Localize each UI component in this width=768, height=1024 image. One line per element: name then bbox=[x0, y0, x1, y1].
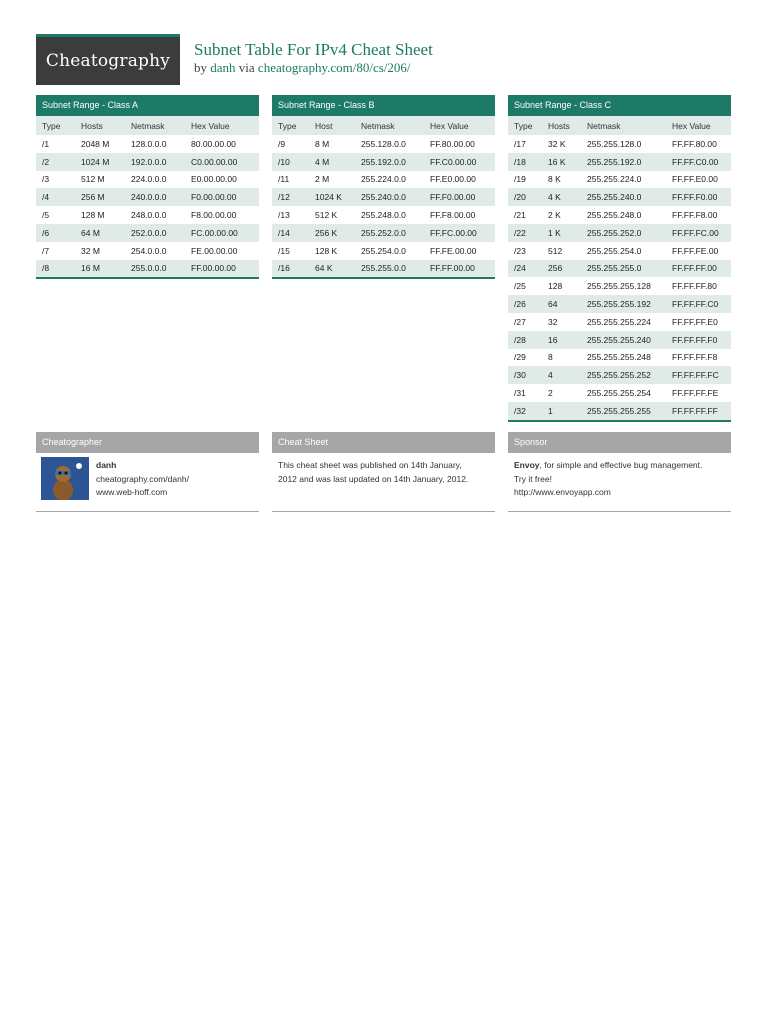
table-cell: 512 bbox=[542, 242, 581, 260]
column-header: Hex Value bbox=[185, 116, 259, 135]
class-a-rows bbox=[36, 135, 259, 277]
table-cell: FF.C0.00.00 bbox=[424, 153, 495, 171]
table-cell: 255.255.255.252 bbox=[581, 366, 666, 384]
table-cell: FF.FF.FF.C0 bbox=[666, 295, 731, 313]
logo-text: Cheatography bbox=[45, 51, 171, 71]
table-cell: 32 bbox=[542, 313, 581, 331]
table-cell: 2 bbox=[542, 384, 581, 402]
table-cell: 255.255.255.128 bbox=[581, 277, 666, 295]
table-cell: /7 bbox=[36, 242, 75, 260]
table-cell: 16 bbox=[542, 331, 581, 349]
table-row bbox=[272, 171, 495, 189]
table-cell: /20 bbox=[508, 188, 542, 206]
table-row bbox=[36, 260, 259, 278]
table-cell: 256 bbox=[542, 260, 581, 278]
table-cell: /11 bbox=[272, 171, 309, 189]
table-cell: FF.FF.80.00 bbox=[666, 135, 731, 153]
table-cell: FC.00.00.00 bbox=[185, 224, 259, 242]
table-row bbox=[508, 349, 731, 367]
column-header: Hosts bbox=[75, 116, 125, 135]
column-header: Type bbox=[508, 116, 542, 135]
table-row bbox=[36, 188, 259, 206]
table-cell: 80.00.00.00 bbox=[185, 135, 259, 153]
table-cell: 255.128.0.0 bbox=[355, 135, 424, 153]
sponsor-header: Sponsor bbox=[508, 432, 731, 453]
table-cell: 255.0.0.0 bbox=[125, 260, 185, 278]
table-row bbox=[508, 171, 731, 189]
table-cell: FF.FF.FF.00 bbox=[666, 260, 731, 278]
table-cell: 4 bbox=[542, 366, 581, 384]
table-cell: /16 bbox=[272, 260, 309, 278]
table-cell: FF.FE.00.00 bbox=[424, 242, 495, 260]
table-cell: FF.FF.FF.FE bbox=[666, 384, 731, 402]
table-row bbox=[36, 171, 259, 189]
table-row bbox=[272, 206, 495, 224]
table-cell: FF.F0.00.00 bbox=[424, 188, 495, 206]
table-cell: 1024 M bbox=[75, 153, 125, 171]
table-cell: 8 K bbox=[542, 171, 581, 189]
table-cell: FF.FC.00.00 bbox=[424, 224, 495, 242]
sponsor-tagline: , for simple and effective bug management. bbox=[539, 460, 703, 470]
table-cell: 32 M bbox=[75, 242, 125, 260]
class-b-header: Subnet Range - Class B bbox=[272, 95, 495, 116]
table-cell: /3 bbox=[36, 171, 75, 189]
table-cell: 1 bbox=[542, 402, 581, 420]
cheatographer-info bbox=[96, 459, 189, 500]
cheatographer-body bbox=[36, 453, 259, 511]
table-row bbox=[36, 153, 259, 171]
byline-by: by bbox=[194, 60, 207, 75]
table-row bbox=[36, 224, 259, 242]
cheatographer-header: Cheatographer bbox=[36, 432, 259, 453]
cheat-sheet-bottom-rule bbox=[272, 511, 495, 512]
table-cell: 4 M bbox=[309, 153, 355, 171]
publish-info-line-1: This cheat sheet was published on 14th January, bbox=[278, 460, 462, 470]
table-cell: /21 bbox=[508, 206, 542, 224]
avatar[interactable] bbox=[41, 457, 89, 500]
class-c-header: Subnet Range - Class C bbox=[508, 95, 731, 116]
table-cell: /26 bbox=[508, 295, 542, 313]
table-row bbox=[508, 188, 731, 206]
sponsor-name[interactable]: Envoy bbox=[514, 460, 540, 470]
table-cell: FF.FF.FF.80 bbox=[666, 277, 731, 295]
sponsor-cta: Try it free! bbox=[514, 473, 552, 484]
sponsor-line bbox=[514, 459, 725, 473]
table-row bbox=[272, 188, 495, 206]
table-cell: FF.FF.C0.00 bbox=[666, 153, 731, 171]
table-cell: /9 bbox=[272, 135, 309, 153]
table-cell: FF.E0.00.00 bbox=[424, 171, 495, 189]
class-c-rows bbox=[508, 135, 731, 420]
table-cell: 2 K bbox=[542, 206, 581, 224]
table-cell: /4 bbox=[36, 188, 75, 206]
table-cell: /18 bbox=[508, 153, 542, 171]
table-row bbox=[272, 242, 495, 260]
class-b-header-row bbox=[272, 116, 495, 135]
column-header: Hex Value bbox=[424, 116, 495, 135]
class-b-rows bbox=[272, 135, 495, 277]
table-cell: /27 bbox=[508, 313, 542, 331]
table-cell: /32 bbox=[508, 402, 542, 420]
class-b-section bbox=[272, 95, 495, 279]
table-cell: /25 bbox=[508, 277, 542, 295]
table-cell: 256 K bbox=[309, 224, 355, 242]
table-cell: /28 bbox=[508, 331, 542, 349]
table-cell: 16 K bbox=[542, 153, 581, 171]
table-cell: 8 bbox=[542, 349, 581, 367]
table-cell: 255.255.224.0 bbox=[581, 171, 666, 189]
table-cell: 512 M bbox=[75, 171, 125, 189]
table-cell: 8 M bbox=[309, 135, 355, 153]
table-row bbox=[508, 384, 731, 402]
table-row bbox=[508, 206, 731, 224]
table-row bbox=[36, 242, 259, 260]
table-row bbox=[508, 224, 731, 242]
avatar-image bbox=[41, 457, 89, 500]
table-cell: 512 K bbox=[309, 206, 355, 224]
table-cell: 128 K bbox=[309, 242, 355, 260]
table-cell: /24 bbox=[508, 260, 542, 278]
table-cell: FF.FF.E0.00 bbox=[666, 171, 731, 189]
class-a-header-row bbox=[36, 116, 259, 135]
table-cell: /23 bbox=[508, 242, 542, 260]
table-cell: 255.240.0.0 bbox=[355, 188, 424, 206]
table-cell: /14 bbox=[272, 224, 309, 242]
cheatographer-bottom-rule bbox=[36, 511, 259, 512]
table-cell: /31 bbox=[508, 384, 542, 402]
table-cell: 128 bbox=[542, 277, 581, 295]
table-cell: /17 bbox=[508, 135, 542, 153]
table-cell: 248.0.0.0 bbox=[125, 206, 185, 224]
cheat-sheet-header: Cheat Sheet bbox=[272, 432, 495, 453]
cheatographer-section bbox=[36, 432, 259, 512]
table-cell: 256 M bbox=[75, 188, 125, 206]
table-cell: 2 M bbox=[309, 171, 355, 189]
table-cell: 255.255.255.248 bbox=[581, 349, 666, 367]
table-cell: FF.FF.00.00 bbox=[424, 260, 495, 278]
table-row bbox=[36, 206, 259, 224]
table-cell: 255.255.255.255 bbox=[581, 402, 666, 420]
class-c-table bbox=[508, 116, 731, 420]
publish-info-line-2: 2012 and was last updated on 14th January, 2012. bbox=[278, 473, 469, 484]
table-cell: 224.0.0.0 bbox=[125, 171, 185, 189]
table-cell: 255.255.240.0 bbox=[581, 188, 666, 206]
column-header: Type bbox=[272, 116, 309, 135]
table-row bbox=[508, 366, 731, 384]
table-row bbox=[508, 313, 731, 331]
table-cell: FF.80.00.00 bbox=[424, 135, 495, 153]
table-cell: FE.00.00.00 bbox=[185, 242, 259, 260]
table-row bbox=[508, 277, 731, 295]
table-cell: /12 bbox=[272, 188, 309, 206]
table-cell: 255.255.0.0 bbox=[355, 260, 424, 278]
class-a-header: Subnet Range - Class A bbox=[36, 95, 259, 116]
table-cell: 255.248.0.0 bbox=[355, 206, 424, 224]
table-cell: FF.FF.F0.00 bbox=[666, 188, 731, 206]
table-cell: /22 bbox=[508, 224, 542, 242]
table-cell: /19 bbox=[508, 171, 542, 189]
table-cell: 255.255.248.0 bbox=[581, 206, 666, 224]
byline bbox=[194, 60, 411, 76]
table-cell: 64 M bbox=[75, 224, 125, 242]
table-cell: /10 bbox=[272, 153, 309, 171]
author-profile-link[interactable]: cheatography.com/danh/ bbox=[96, 473, 189, 484]
table-cell: FF.FF.FF.FC bbox=[666, 366, 731, 384]
table-cell: 2048 M bbox=[75, 135, 125, 153]
sponsor-section bbox=[508, 432, 731, 512]
table-cell: FF.FF.FF.E0 bbox=[666, 313, 731, 331]
byline-via: via bbox=[238, 60, 255, 75]
table-cell: FF.FF.FF.FF bbox=[666, 402, 731, 420]
sheet-link[interactable]: cheatography.com/80/cs/206/ bbox=[257, 60, 411, 75]
sponsor-url[interactable]: http://www.envoyapp.com bbox=[514, 487, 611, 497]
class-c-bottom-rule bbox=[508, 420, 731, 422]
table-cell: 255.252.0.0 bbox=[355, 224, 424, 242]
table-cell: 240.0.0.0 bbox=[125, 188, 185, 206]
table-cell: 1024 K bbox=[309, 188, 355, 206]
table-cell: 255.254.0.0 bbox=[355, 242, 424, 260]
table-cell: 255.255.128.0 bbox=[581, 135, 666, 153]
table-cell: FF.FF.FE.00 bbox=[666, 242, 731, 260]
class-b-bottom-rule bbox=[272, 277, 495, 279]
table-cell: 32 K bbox=[542, 135, 581, 153]
cheat-sheet-section bbox=[272, 432, 495, 512]
table-cell: FF.00.00.00 bbox=[185, 260, 259, 278]
table-cell: /2 bbox=[36, 153, 75, 171]
table-row bbox=[508, 135, 731, 153]
table-cell: 192.0.0.0 bbox=[125, 153, 185, 171]
column-header: Hosts bbox=[542, 116, 581, 135]
column-header: Netmask bbox=[581, 116, 666, 135]
table-cell: 252.0.0.0 bbox=[125, 224, 185, 242]
table-cell: 255.255.252.0 bbox=[581, 224, 666, 242]
column-header: Hex Value bbox=[666, 116, 731, 135]
column-header: Type bbox=[36, 116, 75, 135]
table-cell: FF.FF.FF.F0 bbox=[666, 331, 731, 349]
class-a-table bbox=[36, 116, 259, 277]
table-cell: E0.00.00.00 bbox=[185, 171, 259, 189]
sponsor-bottom-rule bbox=[508, 511, 731, 512]
table-cell: 16 M bbox=[75, 260, 125, 278]
cheat-sheet-body bbox=[272, 453, 495, 511]
page-title: Subnet Table For IPv4 Cheat Sheet bbox=[194, 40, 433, 59]
table-cell: FF.FF.FF.F8 bbox=[666, 349, 731, 367]
table-cell: 255.255.192.0 bbox=[581, 153, 666, 171]
class-c-header-row bbox=[508, 116, 731, 135]
table-cell: /29 bbox=[508, 349, 542, 367]
table-cell: FF.FF.FC.00 bbox=[666, 224, 731, 242]
table-cell: 255.255.255.240 bbox=[581, 331, 666, 349]
table-row bbox=[508, 153, 731, 171]
sponsor-body bbox=[508, 453, 731, 511]
table-cell: F0.00.00.00 bbox=[185, 188, 259, 206]
table-cell: 255.255.255.224 bbox=[581, 313, 666, 331]
table-row bbox=[508, 402, 731, 420]
table-row bbox=[508, 242, 731, 260]
table-row bbox=[508, 331, 731, 349]
table-cell: 255.255.255.0 bbox=[581, 260, 666, 278]
table-cell: C0.00.00.00 bbox=[185, 153, 259, 171]
column-header: Host bbox=[309, 116, 355, 135]
table-cell: /8 bbox=[36, 260, 75, 278]
table-row bbox=[272, 135, 495, 153]
table-cell: 128.0.0.0 bbox=[125, 135, 185, 153]
table-cell: /15 bbox=[272, 242, 309, 260]
table-row bbox=[272, 224, 495, 242]
table-cell: 255.255.255.254 bbox=[581, 384, 666, 402]
class-b-table bbox=[272, 116, 495, 277]
class-c-section bbox=[508, 95, 731, 422]
author-website-link[interactable]: www.web-hoff.com bbox=[96, 487, 168, 497]
column-header: Netmask bbox=[125, 116, 185, 135]
table-cell: 255.224.0.0 bbox=[355, 171, 424, 189]
table-cell: /13 bbox=[272, 206, 309, 224]
table-row bbox=[272, 260, 495, 278]
table-cell: FF.FF.F8.00 bbox=[666, 206, 731, 224]
class-a-bottom-rule bbox=[36, 277, 259, 279]
author-name[interactable]: danh bbox=[96, 460, 117, 470]
table-cell: 255.255.254.0 bbox=[581, 242, 666, 260]
table-cell: /5 bbox=[36, 206, 75, 224]
table-row bbox=[508, 260, 731, 278]
author-link[interactable]: danh bbox=[210, 60, 236, 75]
table-cell: 128 M bbox=[75, 206, 125, 224]
table-cell: 255.192.0.0 bbox=[355, 153, 424, 171]
table-cell: 64 K bbox=[309, 260, 355, 278]
table-cell: 255.255.255.192 bbox=[581, 295, 666, 313]
cheatography-logo[interactable] bbox=[36, 34, 180, 85]
column-header: Netmask bbox=[355, 116, 424, 135]
table-cell: 64 bbox=[542, 295, 581, 313]
table-cell: F8.00.00.00 bbox=[185, 206, 259, 224]
table-cell: /6 bbox=[36, 224, 75, 242]
table-row bbox=[36, 135, 259, 153]
table-cell: /30 bbox=[508, 366, 542, 384]
table-cell: 1 K bbox=[542, 224, 581, 242]
table-cell: 254.0.0.0 bbox=[125, 242, 185, 260]
class-a-section bbox=[36, 95, 259, 279]
table-cell: 4 K bbox=[542, 188, 581, 206]
table-cell: FF.F8.00.00 bbox=[424, 206, 495, 224]
table-cell: /1 bbox=[36, 135, 75, 153]
table-row bbox=[272, 153, 495, 171]
table-row bbox=[508, 295, 731, 313]
